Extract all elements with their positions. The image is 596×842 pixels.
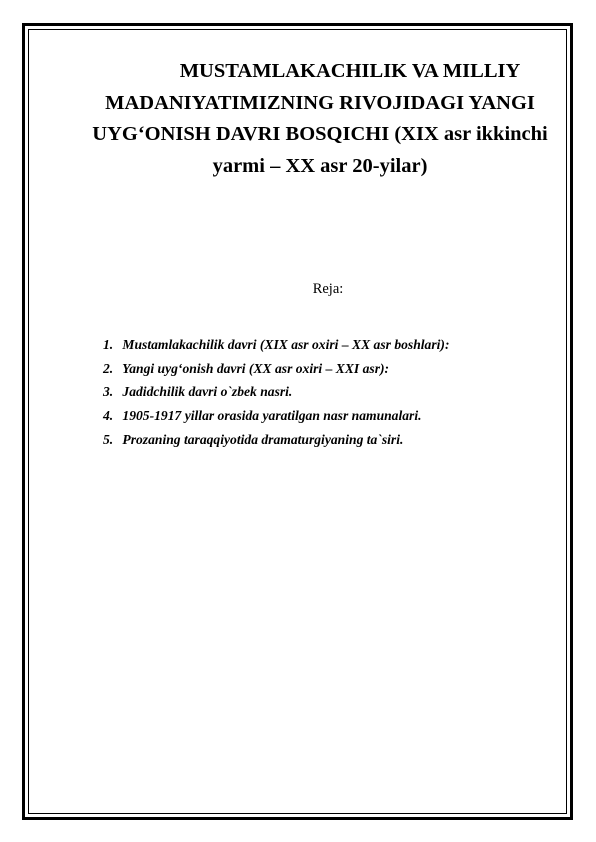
title-line-2: MADANIYATIMIZNING RIVOJIDAGI YANGI: [105, 91, 535, 114]
plan-heading: Reja:: [312, 281, 344, 297]
plan-item-text: Yangi uyg‘onish davri (XX asr oxiri – XXI asr):: [122, 360, 390, 376]
plan-list: [103, 333, 449, 452]
title-line-1: MUSTAMLAKACHILIK VA MILLIY: [179, 60, 521, 82]
title-line-4: yarmi – XX asr 20-yilar): [212, 154, 428, 177]
plan-item-number: 4.: [103, 408, 114, 424]
plan-item-number: 2.: [103, 360, 114, 376]
plan-item-text: 1905-1917 yillar orasida yaratilgan nasr namunalari.: [122, 408, 422, 424]
plan-item-number: 3.: [103, 384, 114, 400]
document-title: [60, 56, 580, 182]
plan-item-text: Mustamlakachilik davri (XIX asr oxiri – XX asr boshlari):: [122, 337, 450, 352]
plan-item-number: 1.: [103, 337, 114, 352]
plan-item-3: [103, 380, 449, 404]
plan-item-5: [103, 428, 449, 452]
plan-item-4: [103, 404, 449, 428]
plan-item-number: 5.: [103, 431, 114, 447]
title-line-3: UYG‘ONISH DAVRI BOSQICHI (XIX asr ikkinchi: [92, 123, 548, 145]
plan-item-1: [103, 333, 449, 357]
plan-item-text: Jadidchilik davri o`zbek nasri.: [122, 384, 293, 400]
plan-item-text: Prozaning taraqqiyotida dramaturgiyaning ta`siri.: [122, 431, 404, 447]
plan-item-2: [103, 357, 449, 381]
